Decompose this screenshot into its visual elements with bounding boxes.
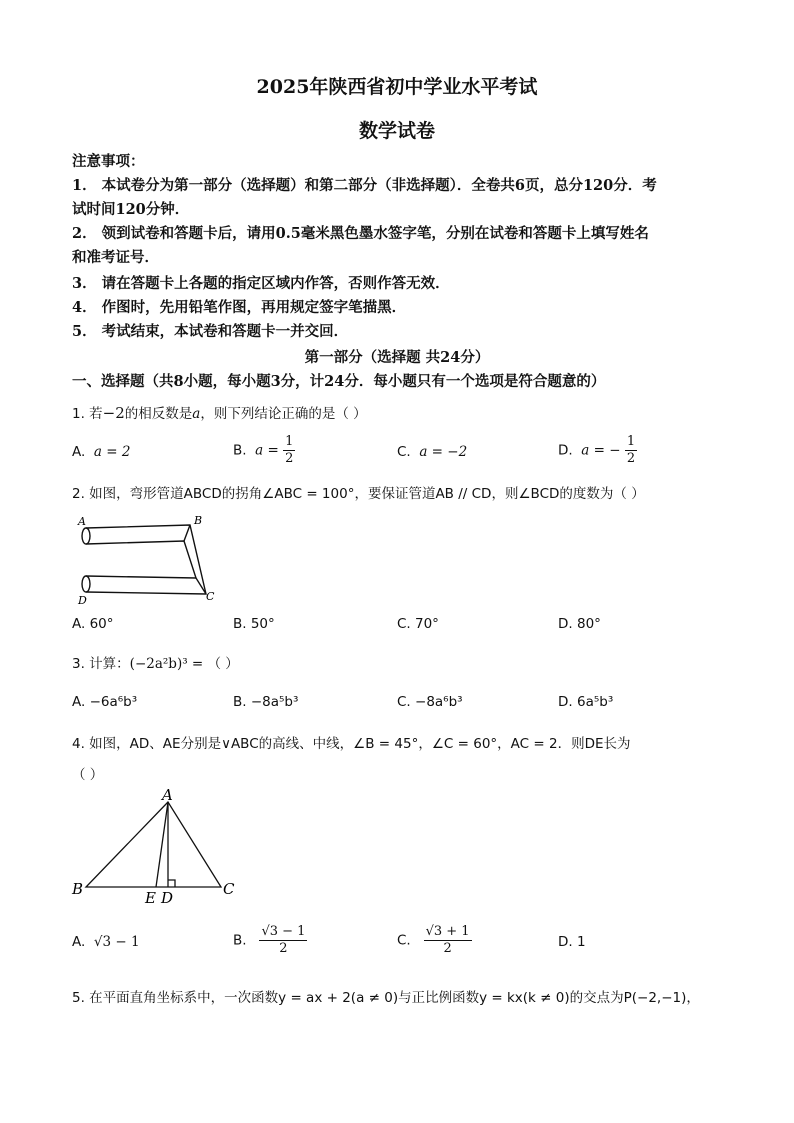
q3-option-b[interactable]: B. −8a⁵b³ [233,694,299,710]
option-label: B. [233,442,247,459]
point-b-label: B [194,514,203,527]
q1-stem-text: 的相反数是 [124,406,193,422]
numerator: √3 + 1 [425,924,470,939]
q1-option-d[interactable] [558,434,637,467]
exam-subtitle: 数学试卷 [358,120,435,142]
q3-option-a[interactable]: A. −6a⁶b³ [72,694,138,710]
notice-item: 1． 本试卷分为第一部分（选择题）和第二部分（非选择题）．全卷共6页，总分120分．考 [72,177,657,194]
q1-option-c[interactable] [397,444,467,460]
question-3-stem [72,652,239,672]
denominator: 2 [279,941,288,956]
option-value: a = 2 [93,444,131,460]
vertex-c-label: C [223,880,235,898]
question-1-stem [72,402,367,422]
pipe-figure [72,512,222,608]
q3-option-d[interactable]: D. 6a⁵b³ [558,694,614,710]
notice-item: 2． 领到试卷和答题卡后，请用0.5毫米黑色墨水签字笔，分别在试卷和答题卡上填写姓名 [72,225,649,242]
point-e-label: E [145,889,156,907]
fraction [625,434,637,467]
q4-option-a[interactable] [72,934,140,950]
option-label: A. [72,444,86,460]
option-value: √3 − 1 [93,934,140,950]
q1-number: −2 [102,404,125,422]
q1-variable: a [192,406,201,422]
notice-item: 试时间120分钟． [72,201,190,218]
q1-stem-text: 1. 若 [72,406,103,422]
option-value: a = [255,442,279,459]
option-label: B. [233,932,247,949]
fraction [283,434,295,467]
denominator: 2 [443,941,452,956]
q4-option-c[interactable] [397,924,472,957]
question-2-stem: 2. 如图，弯形管道ABCD的拐角∠ABC = 100°，要保证管道AB // CD，则∠BCD的度数为（ ） [72,486,645,502]
q3-stem-text: = （ ） [187,656,239,672]
notice-item: 5． 考试结束，本试卷和答题卡一并交回． [72,323,349,340]
point-c-label: C [206,590,215,603]
denominator: 2 [285,451,294,466]
q3-stem-text: 3. 计算： [72,656,130,672]
question-4-stem: 4. 如图，AD、AE分别是∨ABC的高线、中线，∠B = 45°，∠C = 60°，AC = 2．则DE长为 [72,736,631,752]
q4-option-b[interactable] [233,924,307,957]
q1-stem-text: ，则下列结论正确的是（ ） [200,406,367,422]
notice-heading: 注意事项： [72,153,145,170]
option-label: C. [397,444,411,460]
point-d-label: D [78,594,87,607]
numerator: 1 [626,434,636,449]
q2-option-b[interactable]: B. 50° [233,616,275,632]
notice-item: 和准考证号． [72,249,159,266]
q3-option-c[interactable]: C. −8a⁶b³ [397,694,463,710]
q1-option-a[interactable] [72,444,130,460]
vertex-b-label: B [72,880,84,898]
fraction [424,924,472,957]
q4-option-d[interactable]: D. 1 [558,934,586,950]
fraction [259,924,307,957]
q2-option-c[interactable]: C. 70° [397,616,439,632]
q2-option-a[interactable]: A. 60° [72,616,114,632]
notice-item: 3． 请在答题卡上各题的指定区域内作答，否则作答无效． [72,275,450,292]
q3-expression: (−2a²b)³ [129,656,188,672]
point-a-label: A [78,515,86,528]
notice-item: 4． 作图时，先用铅笔作图，再用规定签字笔描黑． [72,299,407,316]
numerator: √3 − 1 [261,924,306,939]
triangle-figure [68,784,248,908]
section-heading: 一、选择题（共8小题，每小题3分，计24分．每小题只有一个选项是符合题意的） [72,373,606,390]
denominator: 2 [626,451,636,466]
q2-option-d[interactable]: D. 80° [558,616,601,632]
option-label: A. [72,934,86,950]
numerator: 1 [285,434,294,449]
triangle-lines [86,802,221,887]
question-4-stem-cont: （ ） [72,767,104,783]
option-value: a = −2 [419,444,468,460]
q1-option-b[interactable] [233,434,295,467]
part1-heading: 第一部分（选择题 共24分） [304,349,490,366]
option-value: a = − [581,442,621,459]
point-d-label: D [161,889,174,907]
exam-title: 2025年陕西省初中学业水平考试 [256,76,538,98]
option-label: C. [397,932,411,949]
vertex-a-label: A [162,786,173,804]
option-label: D. [558,442,573,459]
question-5-stem: 5. 在平面直角坐标系中，一次函数y = ax + 2(a ≠ 0)与正比例函数y = kx(k ≠ 0)的交点为P(−2,−1)， [72,990,700,1006]
pipe-outline [82,525,206,594]
